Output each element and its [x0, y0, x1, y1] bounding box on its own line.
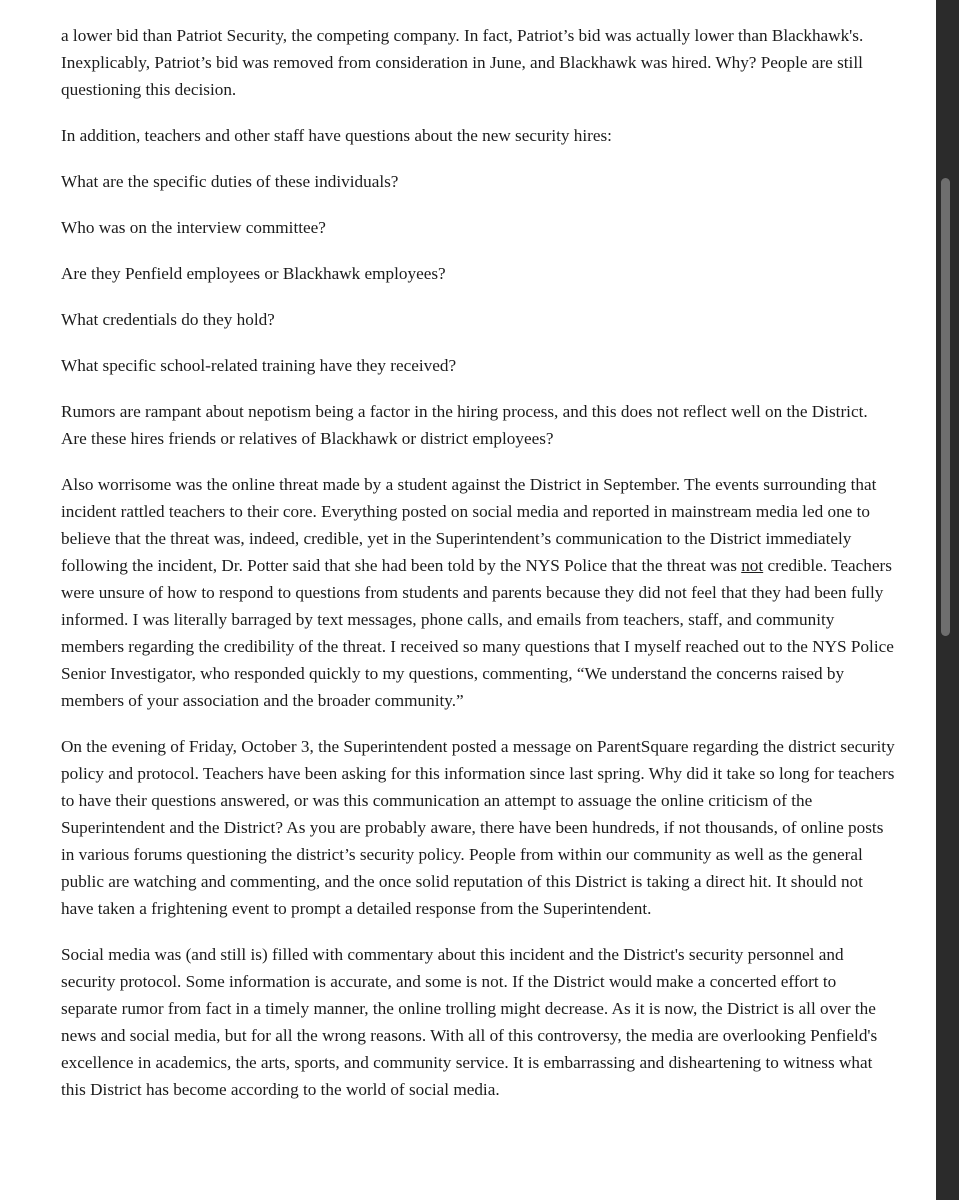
underlined-not: not	[741, 556, 764, 575]
paragraph-parentsquare: On the evening of Friday, October 3, the Superintendent posted a message on ParentSquare regarding the district security policy and protocol. Teachers have been asking for this information since last spring. Why did it take so long for teachers to have their questions answered, or was this communication an attempt to assuage the online criticism of the Superintendent and the District? As you are probably aware, there have been hundreds, if not thousands, of online posts in various forums questioning the district’s security policy. People from within our community as well as the general public are watching and commenting, and the once solid reputation of this District is taking a direct hit. It should not have taken a frightening event to prompt a detailed response from the Superintendent.	[61, 737, 895, 918]
scrollbar-thumb[interactable]	[941, 178, 950, 636]
paragraph-questions-intro: In addition, teachers and other staff have questions about the new security hires:	[61, 126, 612, 145]
question-duties: What are the specific duties of these individuals?	[61, 172, 399, 191]
paragraph-nepotism: Rumors are rampant about nepotism being a factor in the hiring process, and this does not reflect well on the District. Are these hires friends or relatives of Blackhawk or district employees?	[61, 402, 868, 448]
threat-text-after: credible. Teachers were unsure of how to respond to questions from students and parents because they did not feel that they had been fully informed. I was literally barraged by text messages, phone calls, and emails from teachers, staff, and community members regarding the credibility of the threat. I received so many questions that I myself reached out to the NYS Police Senior Investigator, who responded quickly to my questions, commenting, “We understand the concerns raised by members of your association and the broader community.”	[61, 556, 894, 710]
question-interview-committee: Who was on the interview committee?	[61, 218, 326, 237]
threat-text-before: Also worrisome was the online threat made by a student against the District in September. The events surrounding that incident rattled teachers to their core. Everything posted on social media and reported in mainstream media led one to believe that the threat was, indeed, credible, yet in the Superintendent’s communication to the District immediately following the incident, Dr. Potter said that she had been told by the NYS Police that the threat was	[61, 475, 877, 575]
paragraph-bid: a lower bid than Patriot Security, the competing company. In fact, Patriot’s bid was actually lower than Blackhawk's. Inexplicably, Patriot’s bid was removed from consideration in June, and Blackhawk was hired. Why? People are still questioning this decision.	[61, 26, 864, 99]
question-credentials: What credentials do they hold?	[61, 310, 275, 329]
paragraph-social-media: Social media was (and still is) filled with commentary about this incident and the District's security personnel and security protocol. Some information is accurate, and some is not. If the District would make a concerted effort to separate rumor from fact in a timely manner, the online trolling might decrease. As it is now, the District is all over the news and social media, but for all the wrong reasons. With all of this controversy, the media are overlooking Penfield's excellence in academics, the arts, sports, and community service. It is embarrassing and disheartening to witness what this District has become according to the world of social media.	[61, 945, 878, 1099]
paragraph-online-threat	[61, 471, 896, 714]
question-employer: Are they Penfield employees or Blackhawk employees?	[61, 264, 446, 283]
question-training: What specific school-related training have they received?	[61, 356, 457, 375]
